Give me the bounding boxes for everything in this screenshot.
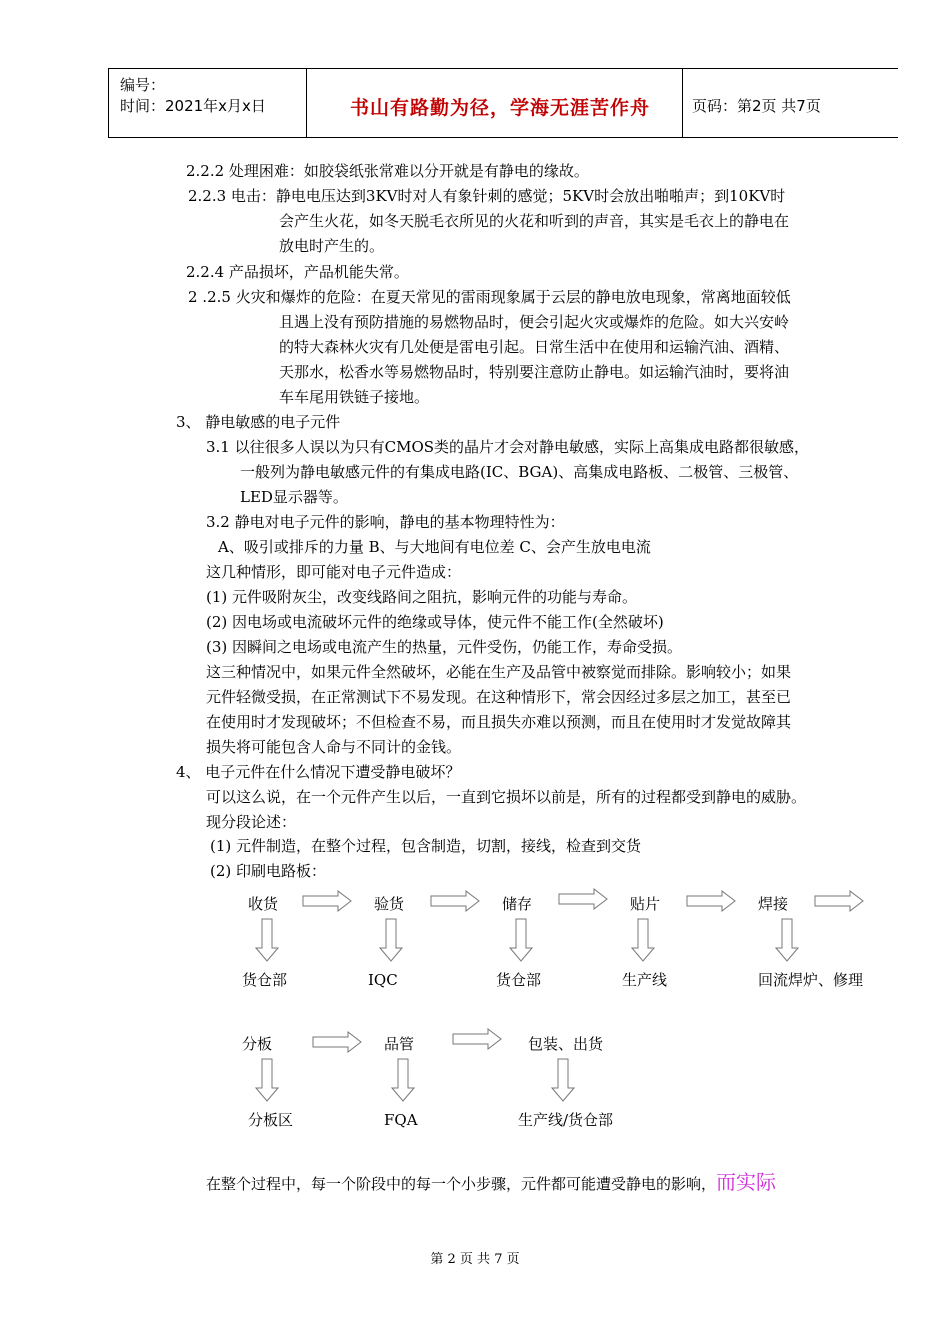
flow-dept: 生产线/货仓部: [518, 1111, 614, 1129]
text-line: 现分段论述：: [206, 813, 297, 831]
text-line: 会产生火花，如冬天脱毛衣所见的火花和听到的声音，其实是毛衣上的静电在: [279, 212, 790, 230]
down-arrow-icon: [551, 1058, 575, 1102]
text-line: 放电时产生的。: [279, 237, 385, 255]
right-arrow-icon: [302, 890, 352, 912]
flow-dept: 回流焊炉、修理: [758, 971, 864, 989]
down-arrow-icon: [631, 918, 655, 962]
down-arrow-icon: [379, 918, 403, 962]
text-line: 可以这么说，在一个元件产生以后，一直到它损坏以前是，所有的过程都受到静电的威胁。: [206, 788, 807, 806]
text-line: 2.2.2 处理困难：如胶袋纸张常难以分开就是有静电的缘故。: [186, 162, 589, 180]
number-label: 编号：: [120, 76, 166, 94]
flow-step: 收货: [248, 895, 279, 913]
list-item: (3) 因瞬间之电场或电流产生的热量，元件受伤，仍能工作，寿命受损。: [206, 638, 683, 656]
text-line: 的特大森林火灾有几处便是雷电引起。日常生活中在使用和运输汽油、酒精、: [279, 338, 790, 356]
text-line: 一般列为静电敏感元件的有集成电路(IC、BGA)、高集成电路板、二极管、三极管、: [240, 463, 799, 481]
closing-text: 在整个过程中，每一个阶段中的每一个小步骤，元件都可能遭受静电的影响，: [206, 1175, 717, 1193]
right-arrow-icon: [558, 888, 608, 910]
text-line: 3.1 以往很多人误以为只有CMOS类的晶片才会对静电敏感，实际上高集成电路都很敏感，: [206, 438, 810, 456]
text-line: 损失将可能包含人命与不同计的金钱。: [206, 738, 462, 756]
right-arrow-icon: [686, 890, 736, 912]
text-line: A、吸引或排斥的力量 B、与大地间有电位差 C、会产生放电电流: [218, 538, 651, 556]
list-item: (2) 因电场或电流破坏元件的绝缘或导体，使元件不能工作(全然破坏): [206, 613, 664, 631]
flow-dept: IQC: [368, 971, 398, 989]
text-line: 且遇上没有预防措施的易燃物品时，便会引起火灾或爆炸的危险。如大兴安岭: [279, 313, 790, 331]
flow-step: 包装、出货: [528, 1035, 604, 1053]
time-label: 时间：2021年x月x日: [120, 97, 266, 115]
header-table: [108, 68, 898, 138]
down-arrow-icon: [391, 1058, 415, 1102]
text-line: 元件轻微受损，在正常测试下不易发现。在这种情形下，常会因经过多层之加工，甚至已: [206, 688, 792, 706]
down-arrow-icon: [255, 918, 279, 962]
right-arrow-icon: [430, 890, 480, 912]
text-line: 2 .2.5 火灾和爆炸的危险：在夏天常见的雷雨现象属于云层的静电放电现象，常离地面较低: [188, 288, 791, 306]
flow-step: 储存: [502, 895, 533, 913]
header-left: [120, 75, 266, 117]
right-arrow-icon: [312, 1031, 362, 1053]
text-line: 在使用时才发现破坏；不但检查不易，而且损失亦难以预测，而且在使用时才发觉故障其: [206, 713, 792, 731]
right-arrow-icon: [452, 1028, 502, 1050]
flow-step: 分板: [242, 1035, 273, 1053]
flow-dept: 货仓部: [496, 971, 542, 989]
page-footer: 第 2 页 共 7 页: [430, 1252, 520, 1267]
down-arrow-icon: [775, 918, 799, 962]
flow-dept: 生产线: [622, 971, 668, 989]
text-line: 2.2.3 电击：静电电压达到3KV时对人有象针刺的感觉；5KV时会放出啪啪声；到10KV时: [188, 187, 786, 205]
flow-step: 验货: [374, 895, 405, 913]
section-heading: 3、 静电敏感的电子元件: [176, 413, 341, 431]
list-item: (1) 元件吸附灰尘，改变线路间之阻抗，影响元件的功能与寿命。: [206, 588, 638, 606]
header-divider: [108, 69, 109, 137]
section-heading: 4、 电子元件在什么情况下遭受静电破坏？: [176, 763, 461, 781]
text-line: 2.2.4 产品损坏，产品机能失常。: [186, 263, 409, 281]
text-line: [206, 1172, 776, 1194]
text-line: 这三种情况中，如果元件全然破坏，必能在生产及品管中被察觉而排除。影响较小；如果: [206, 663, 792, 681]
text-line: LED显示器等。: [240, 488, 348, 506]
text-line: 3.2 静电对电子元件的影响，静电的基本物理特性为：: [206, 513, 565, 531]
right-arrow-icon: [814, 890, 864, 912]
flow-dept: 货仓部: [242, 971, 288, 989]
header-divider: [682, 69, 683, 137]
page-info: 页码：第2页 共7页: [692, 97, 821, 115]
down-arrow-icon: [255, 1058, 279, 1102]
text-line: 这几种情形，即可能对电子元件造成：: [206, 563, 462, 581]
list-item: (1) 元件制造，在整个过程，包含制造，切割，接线，检查到交货: [210, 837, 642, 855]
down-arrow-icon: [509, 918, 533, 962]
text-line: 车车尾用铁链子接地。: [279, 388, 430, 406]
flow-step: 贴片: [630, 895, 661, 913]
flow-dept: 分板区: [248, 1111, 294, 1129]
flow-step: 品管: [384, 1035, 415, 1053]
flow-dept: FQA: [384, 1111, 418, 1129]
header-divider: [306, 69, 307, 137]
text-line: 天那水，松香水等易燃物品时，特别要注意防止静电。如运输汽油时，要将油: [279, 363, 790, 381]
flow-step: 焊接: [758, 895, 789, 913]
list-item: (2) 印刷电路板：: [210, 862, 327, 880]
motto: 书山有路勤为径，学海无涯苦作舟: [349, 97, 650, 119]
highlight-text: 而实际: [716, 1170, 777, 1194]
